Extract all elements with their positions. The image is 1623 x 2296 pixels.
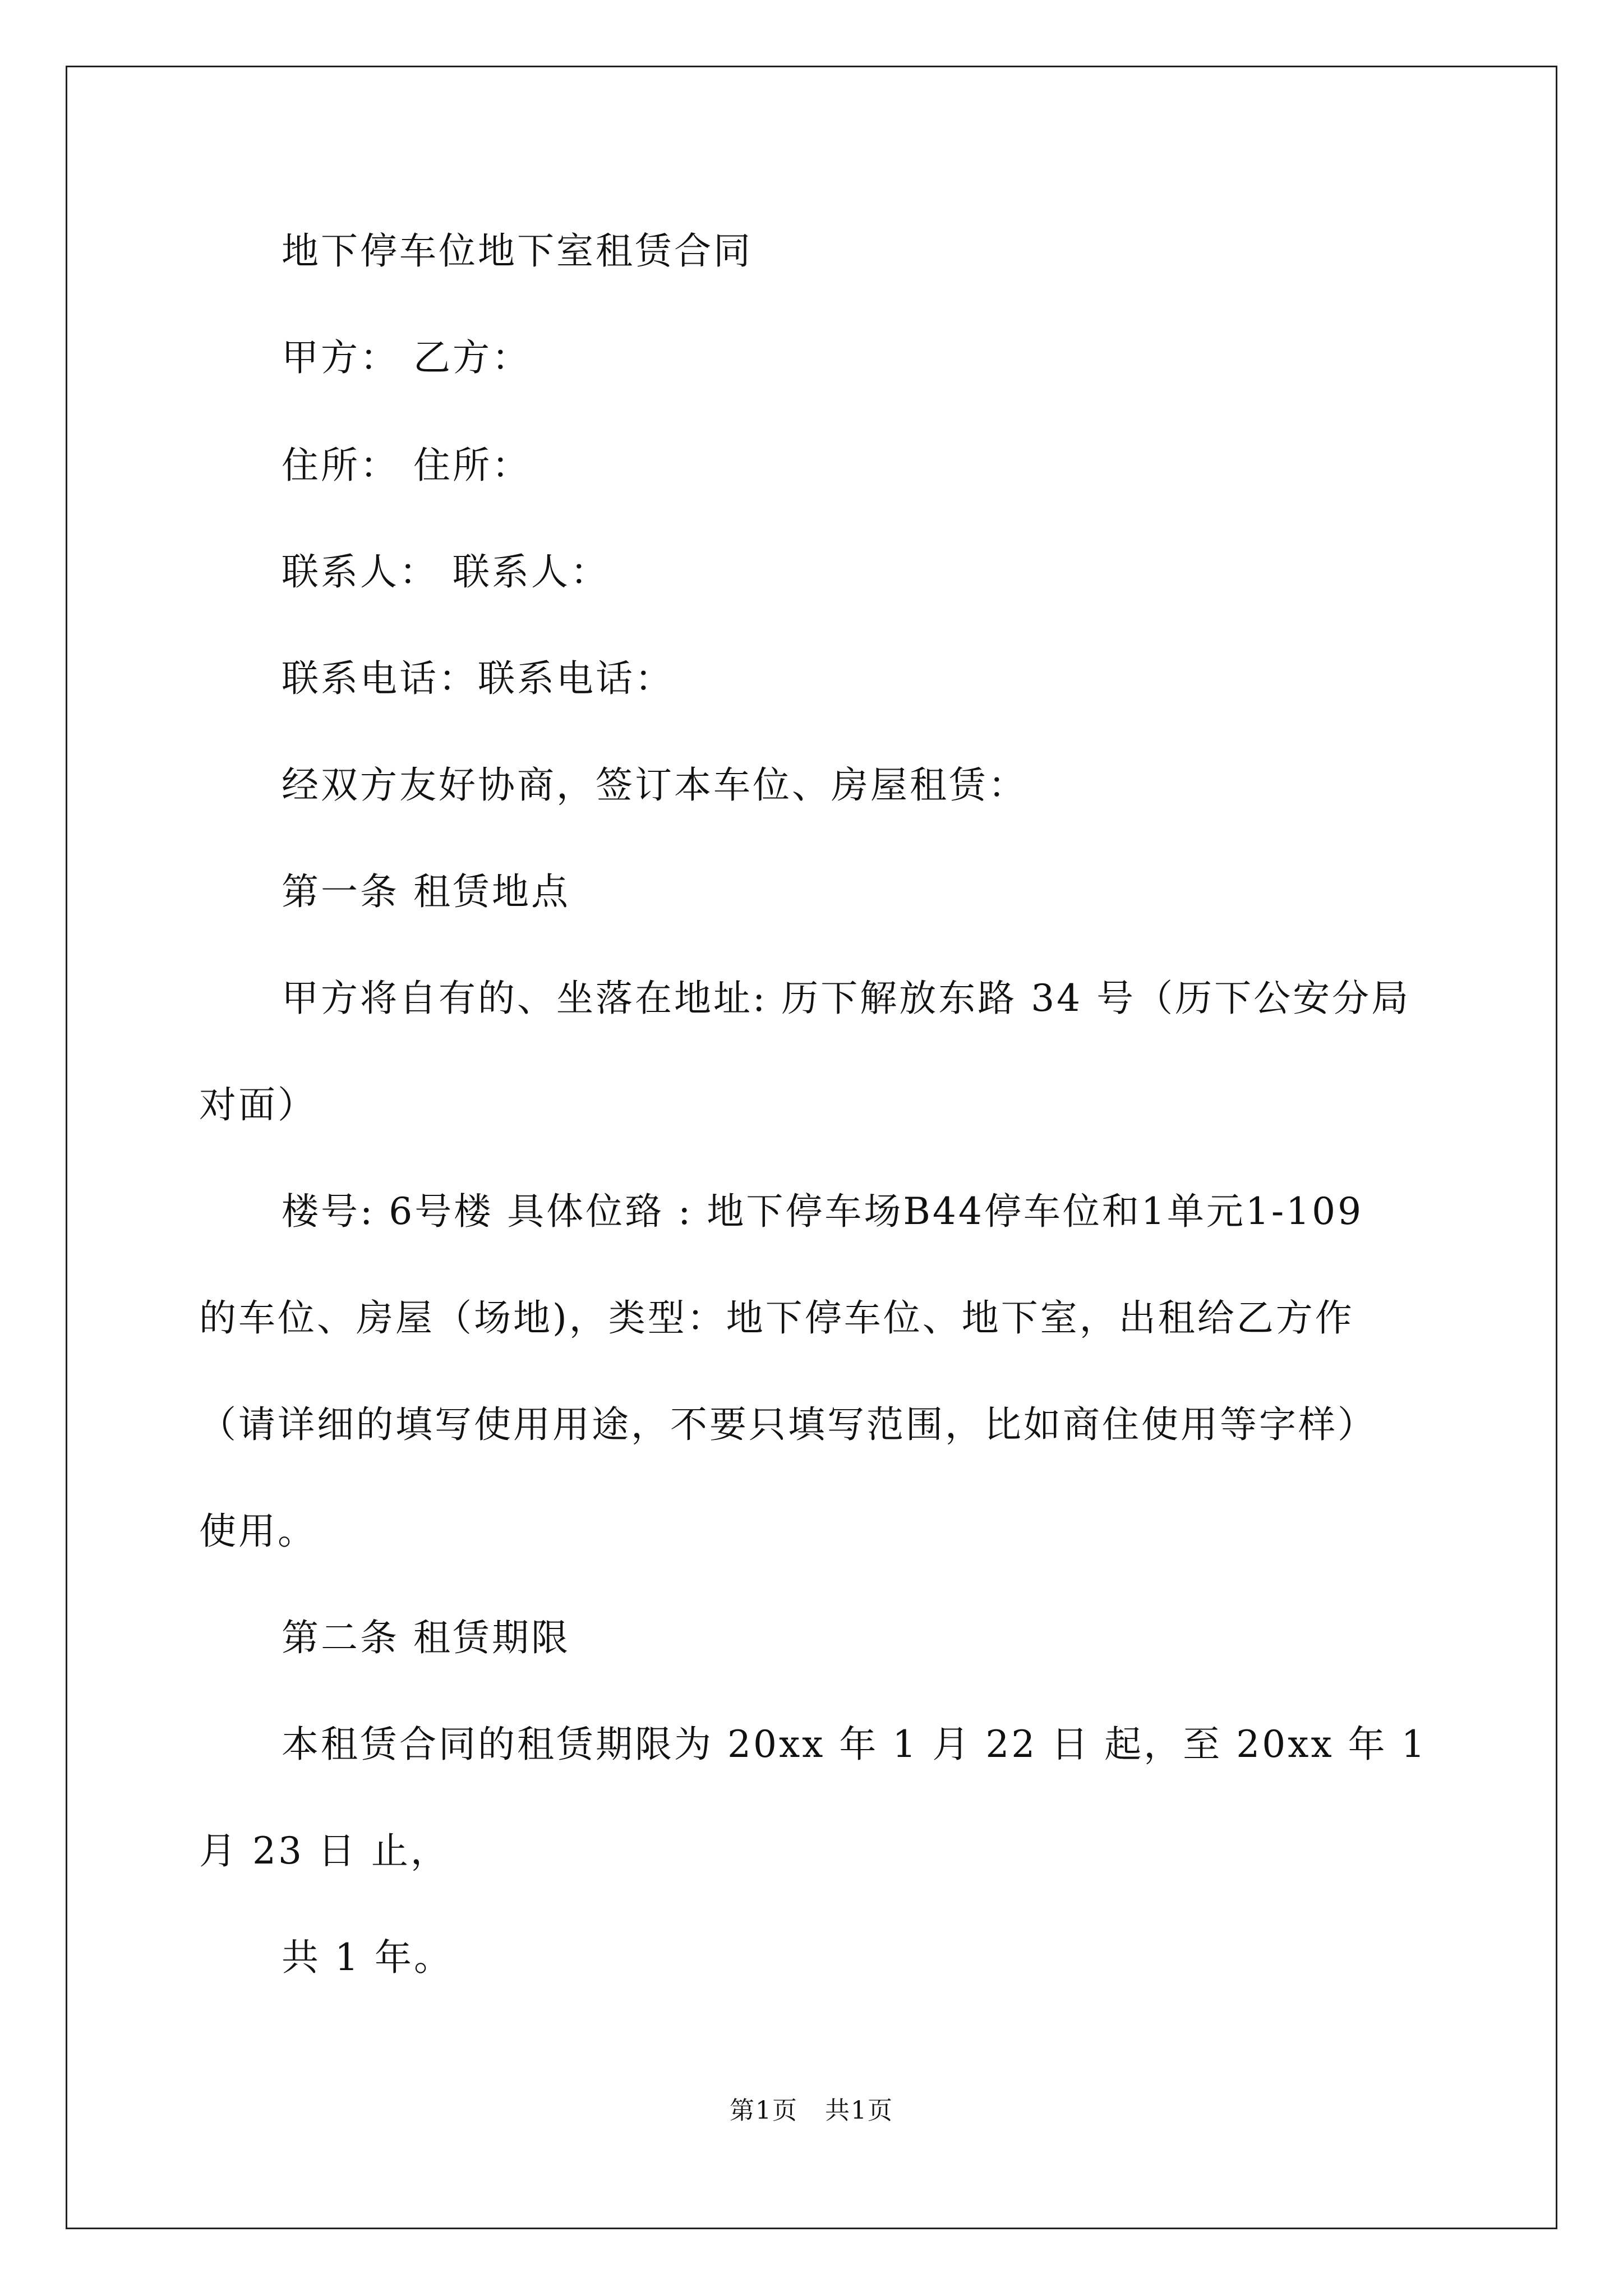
- page-number: 第1页: [730, 2096, 798, 2125]
- article-1-paragraph-2-line-4: 使用。: [199, 1510, 317, 1553]
- intro-paragraph: 经双方友好协商，签订本车位、房屋租赁：: [282, 763, 1027, 807]
- article-1-paragraph-2-line-3: （请详细的填写使用用途，不要只填写范围，比如商住使用等字样）: [199, 1403, 1377, 1446]
- page-total: 共1页: [825, 2096, 893, 2125]
- article-1-paragraph-1-line-1: 甲方将自有的、坐落在地址: 历下解放东路 34 号（历下公安分局: [282, 977, 1411, 1020]
- article-2-paragraph-1-line-2: 月 23 日 止，: [199, 1829, 450, 1872]
- article-1-paragraph-2-line-2: 的车位、房屋（场地)，类型：地下停车位、地下室，出租给乙方作: [199, 1296, 1354, 1340]
- party-line: 甲方： 乙方：: [282, 336, 531, 379]
- article-2-paragraph-1-line-1: 本租赁合同的租赁期限为 20xx 年 1 月 22 日 起，至 20xx 年 1: [282, 1723, 1427, 1766]
- contact-person-line: 联系人： 联系人：: [282, 550, 610, 593]
- article-2-paragraph-2: 共 1 年。: [282, 1936, 453, 1979]
- article-2-title: 第二条 租赁期限: [282, 1616, 570, 1659]
- address-line: 住所： 住所：: [282, 444, 531, 487]
- article-1-paragraph-1-line-2: 对面）: [199, 1083, 317, 1126]
- contact-phone-line: 联系电话：联系电话：: [282, 657, 674, 700]
- document-title: 地下停车位地下室租赁合同: [282, 229, 753, 273]
- article-1-title: 第一条 租赁地点: [282, 870, 570, 913]
- page-border: [66, 66, 1557, 2229]
- article-1-paragraph-2-line-1: 楼号: 6号楼 具体位臵 : 地下停车场B44停车位和1单元1-109: [282, 1190, 1364, 1233]
- page-footer: [0, 2095, 1623, 2127]
